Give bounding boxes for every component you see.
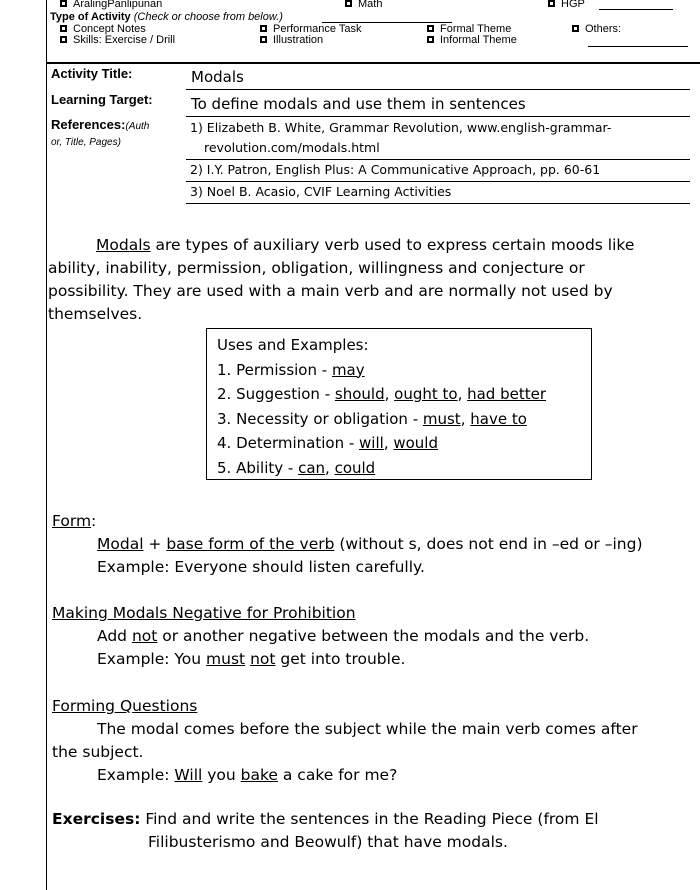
option-formal-theme[interactable]: Formal Theme (427, 23, 511, 35)
form-heading: Form (52, 512, 92, 530)
questions-heading: Forming Questions (52, 697, 198, 715)
checkbox-icon (260, 25, 267, 32)
checkbox-icon (60, 25, 67, 32)
option-others[interactable]: Others: (572, 23, 621, 35)
use-item-2: 2. Suggestion - should, ought to, had better (217, 385, 547, 403)
uses-examples-box (206, 328, 592, 480)
checkbox-icon (60, 0, 67, 7)
checkbox-icon (345, 0, 352, 7)
learning-target-label: Learning Target: (51, 92, 153, 107)
references-label: References:(Auth or, Title, Pages) (51, 117, 150, 148)
option-skills[interactable]: Skills: Exercise / Drill (60, 34, 175, 46)
option-illustration[interactable]: Illustration (260, 34, 323, 46)
negative-section: Making Modals Negative for Prohibition Add not or another negative between the modals and the verb. Example: You must not get into trouble. (52, 602, 698, 671)
option-araling[interactable]: AralingPanlipunan (60, 0, 162, 10)
use-item-3: 3. Necessity or obligation - must, have to (217, 409, 527, 428)
reference-item-2: 2) I.Y. Patron, English Plus: A Communicative Approach, pp. 60-61 (190, 162, 601, 177)
option-math[interactable]: Math (345, 0, 382, 10)
use-item-4: 4. Determination - will, would (217, 434, 439, 452)
negative-heading: Making Modals Negative for Prohibition (52, 604, 356, 622)
intro-paragraph: Modals are types of auxiliary verb used to express certain moods like ability, inability, permission, obligation, willingness and conjecture or possibility. They are used with a main verb and are normally not used by themselves. (48, 236, 635, 323)
learning-target-line (186, 116, 690, 117)
learning-target-value: To define modals and use them in sentences (191, 95, 526, 113)
modals-term: Modals (96, 236, 151, 254)
uses-title: Uses and Examples: (217, 336, 369, 354)
questions-section: Forming Questions The modal comes before the subject while the main verb comes after the subject. Example: Will you bake a cake for me? (52, 695, 698, 787)
exercises-label: Exercises: (52, 810, 141, 828)
form-section: Form: Modal + base form of the verb (without s, does not end in –ed or –ing) Example: Everyone should listen carefully. (52, 512, 643, 576)
activity-title-line (186, 89, 690, 90)
checkbox-icon (572, 25, 579, 32)
option-informal-theme[interactable]: Informal Theme (427, 34, 517, 46)
checkbox-icon (427, 36, 434, 43)
activity-title-value: Modals (191, 68, 244, 86)
checkbox-icon (260, 36, 267, 43)
type-of-activity: Type of Activity (Check or choose from below.) (50, 11, 283, 23)
reference-item-3: 3) Noel B. Acasio, CVIF Learning Activities (190, 184, 452, 199)
reference-item-1: 1) Elizabeth B. White, Grammar Revolution, www.english-grammar- revolution.com/modals.html (190, 120, 612, 155)
hgp-blank-line (599, 9, 673, 10)
reference-line-3 (186, 203, 690, 204)
page-left-border (46, 0, 47, 890)
checkbox-icon (60, 36, 67, 43)
others-blank-line (588, 46, 688, 47)
checkbox-icon (427, 25, 434, 32)
checkbox-icon (548, 0, 555, 7)
activity-title-label: Activity Title: (51, 66, 133, 81)
option-concept-notes[interactable]: Concept Notes (60, 23, 146, 35)
exercises-section: Exercises: Find and write the sentences in the Reading Piece (from El Filibusterismo and Beowulf) that have modals. (52, 810, 599, 851)
use-item-5: 5. Ability - can, could (217, 458, 376, 477)
option-hgp[interactable]: HGP (548, 0, 585, 10)
option-performance-task[interactable]: Performance Task (260, 23, 361, 35)
header-separator (46, 62, 700, 64)
use-item-1: 1. Permission - may (217, 360, 365, 379)
